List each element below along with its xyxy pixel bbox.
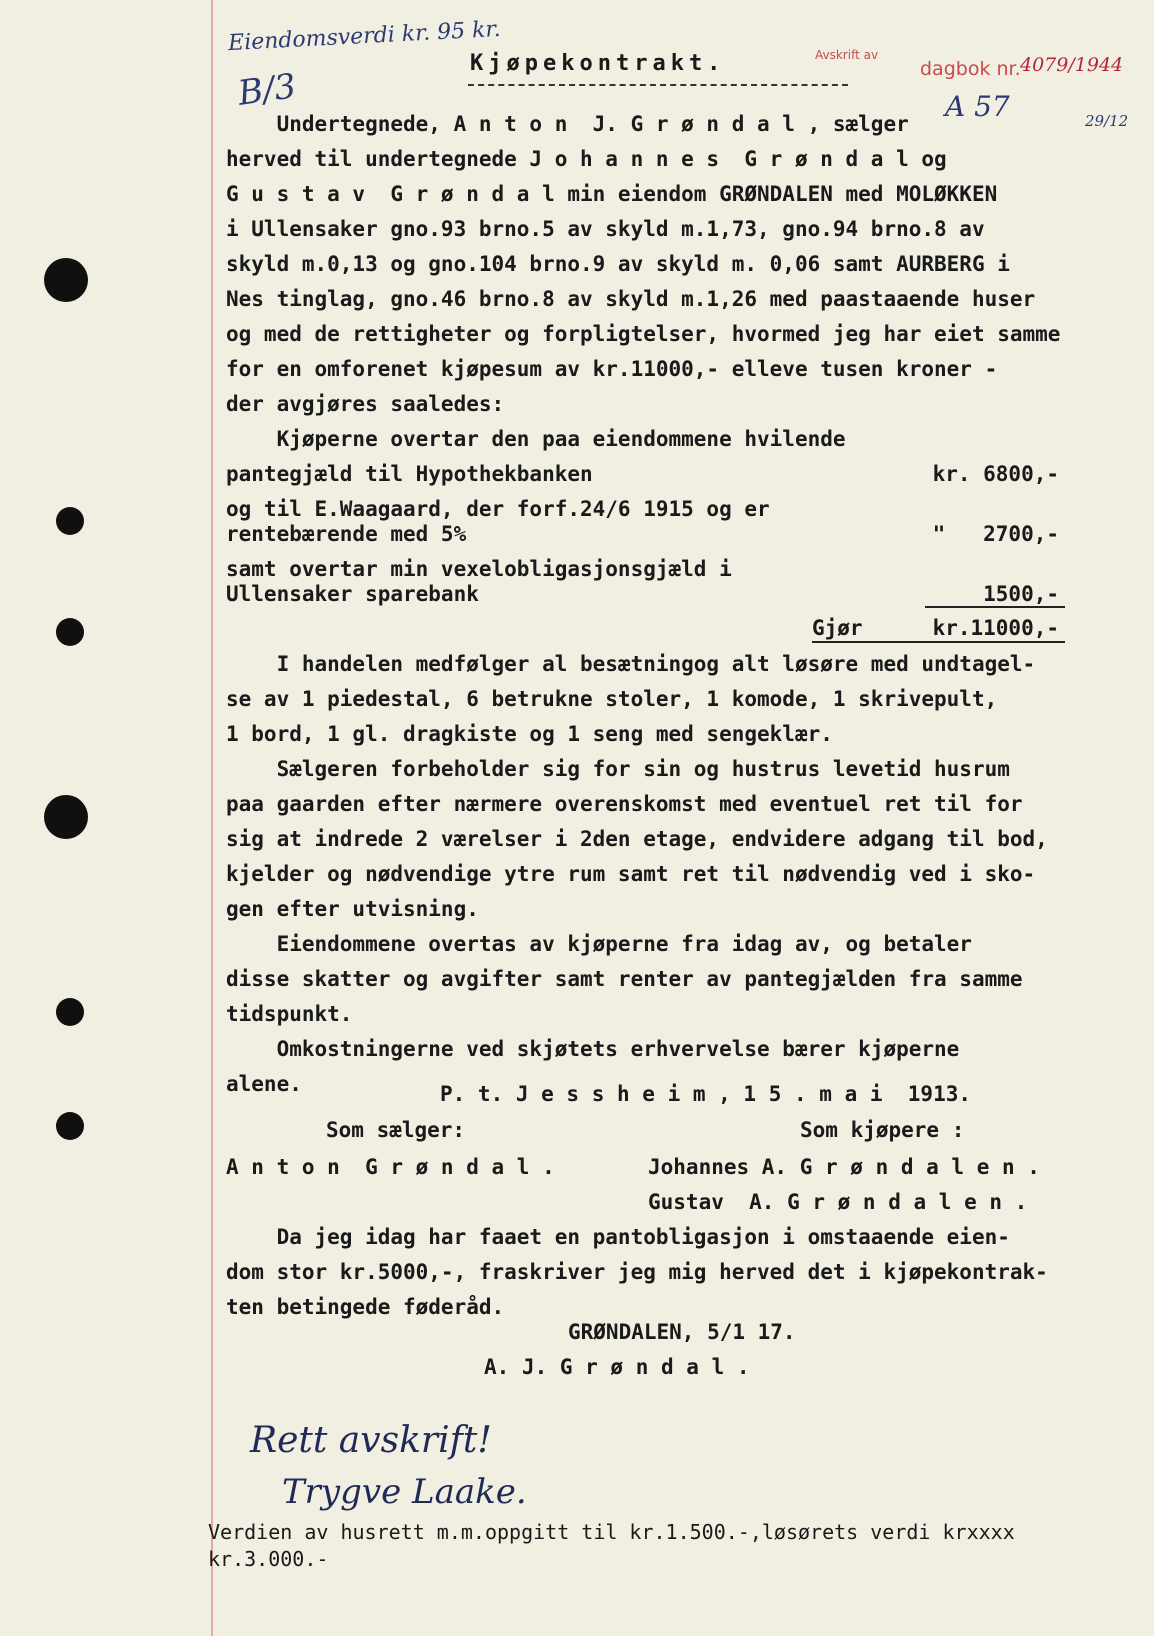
payment-text: samt overtar min vexelobligasjonsgjæld i — [226, 557, 732, 581]
body-line: skyld m.0,13 og gno.104 brno.9 av skyld m. 0,06 samt AURBERG i — [226, 252, 1010, 276]
payment-text: og til E.Waagaard, der forf.24/6 1915 og er — [226, 497, 770, 521]
payment-text: Ullensaker sparebank — [226, 582, 479, 606]
margin-line — [211, 0, 213, 1636]
body-line: Sælgeren forbeholder sig for sin og hustrus levetid husrum — [226, 757, 1010, 781]
addendum-line: dom stor kr.5000,-, fraskriver jeg mig herved det i kjøpekontrak- — [226, 1260, 1048, 1284]
punch-hole — [56, 1112, 84, 1140]
punch-hole — [44, 795, 88, 839]
body-line: for en omforenet kjøpesum av kr.11000,- elleve tusen kroner - — [226, 357, 998, 381]
body-line: herved til undertegnede J o h a n n e s G r ø n d a l og — [226, 147, 947, 171]
body-line: Omkostningerne ved skjøtets erhvervelse bærer kjøperne — [226, 1037, 960, 1061]
footer-line: Verdien av husrett m.m.oppgitt til kr.1.500.-,løsørets verdi krxxxx — [208, 1520, 1015, 1544]
folio-number: A 57 — [945, 90, 1010, 123]
buyer-name: Johannes A. G r ø n d a l e n . — [648, 1155, 1040, 1179]
payment-text: pantegjæld til Hypothekbanken — [226, 462, 593, 486]
buyer-name: Gustav A. G r ø n d a l e n . — [648, 1190, 1028, 1214]
footer-line: kr.3.000.- — [208, 1547, 329, 1571]
dagbok-number: 4079/1944 — [1020, 54, 1124, 76]
sum-underline — [925, 606, 1065, 608]
body-line: paa gaarden efter nærmere overenskomst med eventuel ret til for — [226, 792, 1023, 816]
body-line: sig at indrede 2 værelser i 2den etage, endvidere adgang til bod, — [226, 827, 1048, 851]
body-line: alene. — [226, 1072, 302, 1096]
body-line: Kjøperne overtar den paa eiendommene hvilende — [226, 427, 846, 451]
punch-hole — [44, 258, 88, 302]
payment-text: rentebærende med 5% — [226, 522, 467, 546]
body-line: disse skatter og avgifter samt renter av pantegjælden fra samme — [226, 967, 1023, 991]
body-line: 1 bord, 1 gl. dragkiste og 1 seng med sengeklær. — [226, 722, 833, 746]
body-line: se av 1 piedestal, 6 betrukne stoler, 1 komode, 1 skrivepult, — [226, 687, 998, 711]
body-line: og med de rettigheter og forpligtelser, hvormed jeg har eiet samme — [226, 322, 1061, 346]
total-underline — [812, 641, 1065, 643]
punch-hole — [56, 618, 84, 646]
title-underline — [468, 84, 848, 86]
total-label: Gjør — [812, 616, 863, 640]
body-line: Nes tinglag, gno.46 brno.8 av skyld m.1,26 med paastaaende huser — [226, 287, 1036, 311]
punch-hole — [56, 998, 84, 1026]
addendum-date: GRØNDALEN, 5/1 17. — [568, 1320, 796, 1344]
payment-amount: kr. 6800,- — [932, 462, 1059, 486]
stamp-avskrift: Avskrift av — [815, 48, 879, 62]
body-line: G u s t a v G r ø n d a l min eiendom GRØNDALEN med MOLØKKEN — [226, 182, 998, 206]
punch-hole — [56, 507, 84, 535]
document-title: Kjøpekontrakt. — [470, 51, 726, 76]
buyer-label: Som kjøpere : — [800, 1118, 965, 1142]
margin-note: Eiendomsverdi kr. 95 kr. — [227, 16, 502, 57]
body-line: tidspunkt. — [226, 1002, 353, 1026]
payment-amount: 1500,- — [983, 582, 1059, 606]
addendum-line: ten betingede føderåd. — [226, 1295, 505, 1319]
place-date: P. t. J e s s h e i m , 1 5 . m a i 1913. — [440, 1082, 972, 1106]
body-line: i Ullensaker gno.93 brno.5 av skyld m.1,73, gno.94 brno.8 av — [226, 217, 985, 241]
body-line: Eiendommene overtas av kjøperne fra idag av, og betaler — [226, 932, 972, 956]
body-line: Undertegnede, A n t o n J. G r ø n d a l , sælger — [226, 112, 909, 136]
stamp-dagbok: dagbok nr. — [920, 58, 1021, 80]
total-amount: kr.11000,- — [932, 616, 1059, 640]
body-line: I handelen medfølger al besætningog alt løsøre med undtagel- — [226, 652, 1036, 676]
addendum-signature: A. J. G r ø n d a l . — [484, 1355, 750, 1379]
body-line: kjelder og nødvendige ytre rum samt ret til nødvendig ved i sko- — [226, 862, 1036, 886]
certification-line: Rett avskrift! — [250, 1420, 492, 1461]
seller-label: Som sælger: — [326, 1118, 466, 1142]
date-note: 29/12 — [1085, 112, 1129, 130]
seller-name: A n t o n G r ø n d a l . — [226, 1155, 555, 1179]
payment-amount: " 2700,- — [932, 522, 1059, 546]
certification-signature: Trygve Laake. — [282, 1472, 527, 1512]
body-line: gen efter utvisning. — [226, 897, 479, 921]
margin-initials: B/3 — [235, 66, 299, 114]
body-line: der avgjøres saaledes: — [226, 392, 505, 416]
addendum-line: Da jeg idag har faaet en pantobligasjon i omstaaende eien- — [226, 1225, 1010, 1249]
